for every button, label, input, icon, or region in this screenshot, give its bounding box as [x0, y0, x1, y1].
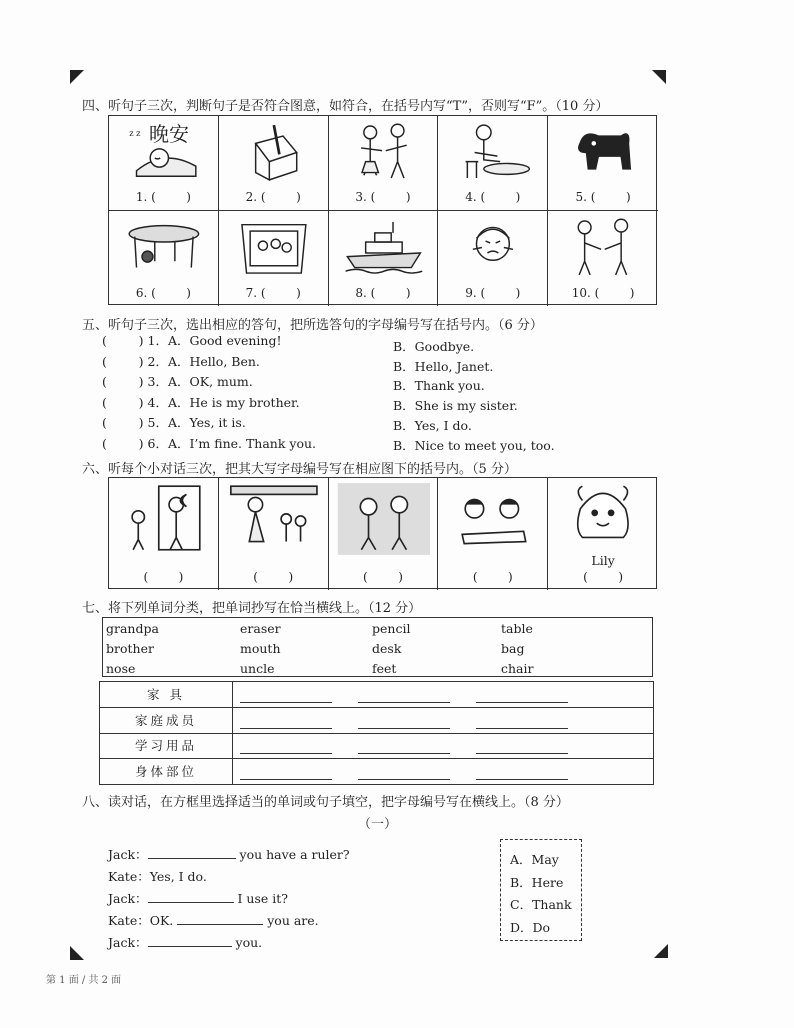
picture-cell	[548, 211, 658, 306]
picture-cell	[548, 478, 658, 590]
answer-blank[interactable]	[240, 765, 332, 780]
answer-blank[interactable]	[358, 714, 450, 729]
picture-cell	[109, 478, 219, 590]
choice-option: D．Do	[510, 919, 551, 935]
picture-cell	[219, 478, 329, 590]
word-item: brother	[106, 641, 154, 656]
answer-blank[interactable]	[476, 739, 568, 754]
choice-option: C．Thank	[510, 897, 572, 912]
answer-bracket[interactable]: ( )	[143, 570, 184, 584]
dialog-subtitle: （一）	[358, 817, 398, 832]
speaker-name: Jack：	[108, 891, 148, 906]
category-row	[100, 733, 653, 759]
answer-bracket[interactable]: 9. ( )	[465, 286, 521, 300]
answer-blank[interactable]	[148, 846, 236, 859]
answer-bracket[interactable]: ( )	[363, 570, 403, 584]
word-item: bag	[501, 641, 525, 656]
answer-bracket[interactable]: 4. ( )	[465, 190, 521, 204]
answer-bracket[interactable]: 10. ( )	[571, 286, 635, 300]
dialog-line	[108, 911, 319, 929]
question-option-b: B．She is my sister.	[393, 398, 518, 414]
answer-blank[interactable]	[358, 739, 450, 754]
corner-mark-icon	[654, 944, 668, 958]
picture-grid-section-6	[108, 477, 657, 589]
corner-mark-icon	[70, 946, 84, 960]
picture-cell	[219, 116, 329, 211]
speaker-name: Jack：	[108, 935, 148, 950]
dialog-text: OK.	[149, 913, 178, 928]
answer-blank[interactable]	[476, 688, 568, 703]
speaker-name: Jack：	[108, 847, 148, 862]
word-item: grandpa	[106, 621, 159, 636]
picture-grid-section-4	[108, 115, 657, 305]
question-option-b: B．Goodbye.	[393, 339, 475, 354]
category-row	[100, 708, 653, 734]
picture-cell	[548, 116, 658, 211]
answer-bracket[interactable]: ( )	[253, 570, 294, 584]
corner-mark-icon	[652, 70, 666, 84]
word-item: mouth	[240, 641, 281, 656]
answer-bracket[interactable]: 3. ( )	[355, 190, 411, 204]
choice-option: A．May	[510, 852, 559, 867]
question-option-b: B．Yes, I do.	[393, 417, 472, 433]
dialog-text: you are.	[263, 913, 319, 928]
category-row	[100, 682, 653, 708]
word-item: uncle	[240, 661, 275, 676]
answer-blank[interactable]	[358, 688, 450, 703]
answer-blank[interactable]	[240, 688, 332, 703]
question-option-a[interactable]: ( ) 1．A．Good evening!	[102, 333, 282, 348]
dialog-text: you.	[231, 935, 263, 950]
answer-bracket[interactable]: 7. ( )	[245, 286, 301, 300]
corner-mark-icon	[70, 70, 84, 84]
answer-blank[interactable]	[240, 714, 332, 729]
picture-cell	[438, 116, 548, 211]
choice-option: B．Here	[510, 874, 564, 890]
picture-cell	[329, 116, 439, 211]
category-table	[99, 681, 654, 785]
question-option-a[interactable]: ( ) 4．A．He is my brother.	[102, 394, 300, 410]
picture-cell	[109, 211, 219, 306]
speaker-name: Kate：	[108, 869, 150, 884]
question-option-b: B．Hello, Janet.	[393, 358, 494, 374]
word-bank-box	[102, 617, 653, 677]
answer-bracket[interactable]: ( )	[583, 570, 624, 584]
picture-cell	[438, 211, 548, 306]
picture-cell	[329, 211, 439, 306]
section-5-title: 五、听句子三次，选出相应的答句，把所选答句的字母编号写在括号内。（6 分）	[82, 318, 543, 333]
dialog-line	[108, 845, 350, 863]
lily-name-label: Lily	[591, 553, 615, 568]
answer-blank[interactable]	[476, 714, 568, 729]
choice-box	[500, 839, 582, 941]
answer-bracket[interactable]: 8. ( )	[355, 286, 411, 300]
picture-cell	[109, 116, 219, 211]
answer-bracket[interactable]: 6. ( )	[135, 286, 191, 300]
dialog-text: you have a ruler?	[235, 847, 350, 862]
section-4-title: 四、听句子三次，判断句子是否符合图意，如符合，在括号内写“T”，否则写“F”。（10 分）	[82, 99, 609, 114]
word-item: desk	[372, 641, 402, 656]
answer-blank[interactable]	[148, 890, 234, 903]
category-row	[100, 759, 653, 785]
page-footer: 第 1 面 / 共 2 面	[46, 975, 122, 986]
dialog-line	[108, 933, 262, 951]
svg-text:z z: z z	[129, 128, 141, 139]
answer-blank[interactable]	[177, 912, 263, 925]
answer-blank[interactable]	[476, 765, 568, 780]
dialog-text: I use it?	[233, 891, 288, 906]
answer-bracket[interactable]: ( )	[472, 570, 513, 584]
section-6-title: 六、听每个小对话三次，把其大写字母编号写在相应图下的括号内。（5 分）	[82, 462, 517, 477]
word-item: chair	[501, 661, 534, 676]
question-option-b: B．Nice to meet you, too.	[393, 437, 555, 453]
question-option-a[interactable]: ( ) 2．A．Hello, Ben.	[102, 353, 260, 369]
answer-bracket[interactable]: 5. ( )	[575, 190, 631, 204]
question-option-b: B．Thank you.	[393, 378, 485, 394]
answer-blank[interactable]	[240, 739, 332, 754]
word-item: eraser	[240, 621, 281, 636]
answer-bracket[interactable]: 1. ( )	[135, 190, 191, 204]
section-8-title: 八、读对话，在方框里选择适当的单词或句子填空，把字母编号写在横线上。（8 分）	[82, 795, 569, 810]
dialog-line	[108, 867, 207, 885]
category-name: 家庭成员	[100, 708, 233, 733]
section-7-title: 七、将下列单词分类，把单词抄写在恰当横线上。（12 分）	[82, 601, 422, 616]
word-item: table	[501, 621, 533, 636]
question-option-a[interactable]: ( ) 5．A．Yes, it is.	[102, 415, 246, 430]
category-name: 学习用品	[100, 733, 233, 758]
dialog-line	[108, 889, 288, 907]
word-item: nose	[106, 661, 136, 676]
word-item: pencil	[372, 621, 411, 636]
picture-cell	[329, 478, 439, 590]
dialog-text: Yes, I do.	[149, 869, 207, 884]
word-item: feet	[372, 661, 397, 676]
picture-cell	[219, 211, 329, 306]
question-option-a[interactable]: ( ) 6．A．I’m fine. Thank you.	[102, 435, 317, 451]
question-option-a[interactable]: ( ) 3．A．OK, mum.	[102, 374, 253, 389]
banner-text: 晚安	[149, 122, 189, 146]
answer-blank[interactable]	[358, 765, 450, 780]
category-name: 身体部位	[100, 759, 233, 785]
speaker-name: Kate：	[108, 913, 150, 928]
picture-cell	[438, 478, 548, 590]
answer-bracket[interactable]: 2. ( )	[245, 190, 301, 204]
answer-blank[interactable]	[148, 934, 232, 947]
category-name: 家 具	[100, 682, 233, 707]
